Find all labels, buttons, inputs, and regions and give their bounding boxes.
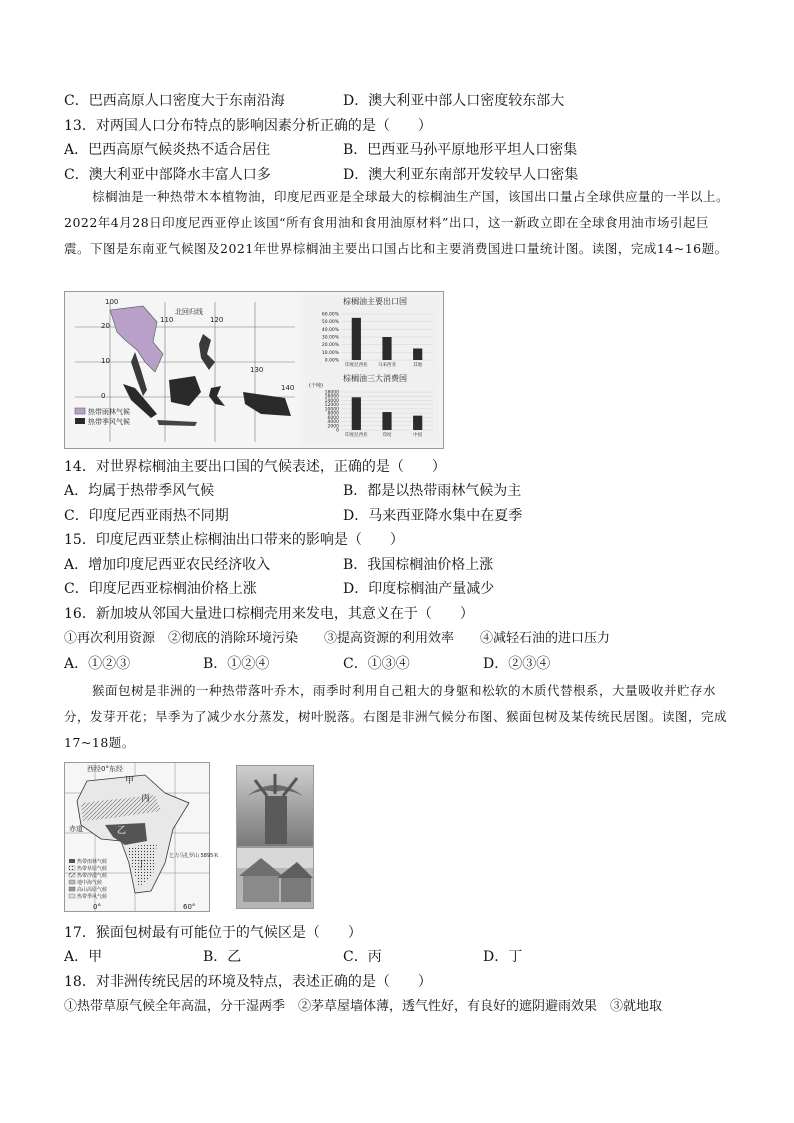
zone-bing: 丙 (141, 794, 151, 804)
lon-110: 110 (160, 316, 174, 324)
equator-label: 赤道 (69, 825, 83, 833)
q15-option-c: C．印度尼西亚棕榈油价格上涨 (64, 581, 257, 597)
category-label: 中国 (413, 433, 423, 438)
y-tick-label: 18000 (324, 390, 339, 396)
y-tick-label: 2000 (327, 424, 339, 430)
svg-text:热带雨林气候: 热带雨林气候 (77, 859, 108, 865)
y-tick-label: 0.00% (324, 358, 339, 364)
q16-option-a: A．①②③ (64, 656, 131, 672)
category-label: 印度尼西亚 (345, 433, 368, 438)
svg-text:热带沙漠气候: 热带沙漠气候 (77, 873, 108, 879)
bar (352, 397, 361, 430)
q17-option-d: D．丁 (483, 949, 523, 965)
q13-option-d: D．澳大利亚东南部开发较早人口密集 (343, 167, 579, 183)
y-tick-label: 0 (336, 428, 339, 434)
category-label: 印度 (382, 433, 392, 438)
africa-map-title: 西经0°东经 (87, 765, 123, 773)
lat-0: 0 (101, 392, 106, 400)
svg-text:地中海气候: 地中海气候 (77, 880, 103, 886)
q13-stem: 13．对两国人口分布特点的影响因素分析正确的是（ ） (64, 118, 432, 134)
figure-africa-map (64, 762, 219, 912)
africa-legend (69, 858, 107, 900)
figure-southeast-asia (64, 291, 444, 449)
q14-option-c: C．印度尼西亚雨热不同期 (64, 508, 229, 524)
lat-20: 20 (101, 322, 110, 330)
lon-120: 120 (210, 316, 224, 324)
y-tick-label: 10.00% (321, 350, 339, 356)
category-label: 马来西亚 (378, 363, 396, 368)
chart2-title: 棕榈油三大消费国 (343, 374, 407, 383)
y-tick-label: 14000 (324, 398, 339, 404)
lon-100: 100 (105, 298, 119, 306)
q15-option-a: A．增加印度尼西亚农民经济收入 (64, 557, 271, 573)
y-tick-label: 60.00% (321, 312, 339, 318)
bar (382, 337, 391, 360)
q16-option-c: C．①③④ (343, 656, 410, 672)
lon-140: 140 (281, 384, 295, 392)
photo-baobab-tree (236, 765, 314, 847)
q14-option-d: D．马来西亚降水集中在夏季 (343, 508, 523, 524)
q18-stem: 18．对非洲传统民居的环境及特点，表述正确的是（ ） (64, 974, 432, 990)
bar (413, 349, 422, 361)
y-tick-label: 16000 (324, 394, 339, 400)
q14-option-a: A．均属于热带季风气候 (64, 483, 215, 499)
legend-rainforest: 热带雨林气候 (88, 408, 130, 416)
q17-option-b: B．乙 (203, 949, 242, 965)
q16-items: ①再次利用资源 ②彻底的消除环境污染 ③提高资源的利用效率 ④减轻石油的进口压力 (64, 631, 611, 646)
lon-130: 130 (250, 366, 264, 374)
lon-0: 0° (93, 903, 101, 911)
passage-baobab: 猴面包树是非洲的一种热带落叶乔木，雨季时利用自己粗大的身躯和松软的木质代替根系，大量吸收并贮存水分，发芽开花；旱季为了减少水分蒸发，树叶脱落。右图是非洲气候分布图、猴面包树及某传统民居图。读图，完成17~18题。 (64, 683, 728, 750)
bar (413, 416, 422, 430)
y-tick-label: 8000 (327, 411, 339, 417)
zone-jia: 甲 (125, 776, 135, 786)
svg-text:高山高原气候: 高山高原气候 (77, 887, 108, 893)
y-tick-label: 12000 (324, 403, 339, 409)
southeast-asia-map-svg (65, 292, 443, 448)
y-tick-label: 50.00% (321, 320, 339, 326)
q16-option-d: D．②③④ (483, 656, 551, 672)
y-tick-label: 10000 (324, 407, 339, 413)
category-label: 其他 (413, 363, 423, 368)
q15-option-b: B．我国棕榈油价格上涨 (343, 557, 494, 573)
peak-label: 乞力马扎罗山 5895米 (169, 853, 219, 859)
y-tick-label: 4000 (327, 420, 339, 426)
lat-10: 10 (101, 357, 110, 365)
category-label: 印度尼西亚 (345, 363, 368, 368)
q12-option-c: C．巴西高原人口密度大于东南沿海 (64, 93, 285, 109)
bar (382, 412, 391, 430)
y-tick-label: 6000 (327, 415, 339, 421)
q13-option-a: A．巴西高原气候炎热不适合居住 (64, 142, 271, 158)
q15-stem: 15．印度尼西亚禁止棕榈油出口带来的影响是（ ） (64, 532, 404, 548)
q17-option-a: A．甲 (64, 949, 103, 965)
q13-option-c: C．澳大利亚中部降水丰富人口多 (64, 167, 271, 183)
legend-swatch-monsoon (75, 418, 85, 424)
svg-text:热带季风气候: 热带季风气候 (77, 894, 108, 900)
q12-option-d: D．澳大利亚中部人口密度较东部大 (343, 93, 565, 109)
q17-stem: 17．猴面包树最有可能位于的气候区是（ ） (64, 925, 362, 941)
zone-yi: 乙 (117, 826, 127, 836)
q16-option-b: B．①②④ (203, 656, 270, 672)
y-tick-label: 20.00% (321, 343, 339, 349)
q14-stem: 14．对世界棕榈油主要出口国的气候表述，正确的是（ ） (64, 459, 446, 475)
q16-stem: 16．新加坡从邻国大量进口棕榈壳用来发电，其意义在于（ ） (64, 606, 474, 622)
svg-text:热带草原气候: 热带草原气候 (77, 866, 108, 872)
legend-monsoon: 热带季风气候 (88, 418, 130, 426)
bar (352, 318, 361, 360)
passage-palm-oil: 棕榈油是一种热带木本植物油，印度尼西亚是全球最大的棕榈油生产国，该国出口量占全球供应量的一半以上。2022年4月28日印度尼西亚停止该国“所有食用油和食用油原材料”出口，这一新政立即在全球食用油市场引起巨震。下图是东南亚气候图及2021年世界棕榈油主要出口国占比和主要消费国进口量统计图。读图，完成14~16题。 (64, 189, 730, 256)
chart1-title: 棕榈油主要出口国 (343, 297, 407, 306)
chart2-unit: (千吨) (309, 383, 323, 389)
map-label-tropic: 北回归线 (175, 308, 203, 316)
q17-option-c: C．丙 (343, 949, 382, 965)
lon-60: 60° (183, 903, 196, 911)
q13-option-b: B．巴西亚马孙平原地形平坦人口密集 (343, 142, 578, 158)
q18-items: ①热带草原气候全年高温，分干湿两季 ②茅草屋墙体薄，透气性好，有良好的遮阴避雨效果 ③就地取 (64, 999, 663, 1014)
photo-traditional-dwelling (236, 847, 314, 909)
q14-option-b: B．都是以热带雨林气候为主 (343, 483, 522, 499)
q15-option-d: D．印度棕榈油产量减少 (343, 581, 495, 597)
y-tick-label: 40.00% (321, 327, 339, 333)
legend-swatch-rainforest (75, 408, 85, 414)
y-tick-label: 30.00% (321, 335, 339, 341)
zone-ding: 丁 (137, 860, 147, 870)
